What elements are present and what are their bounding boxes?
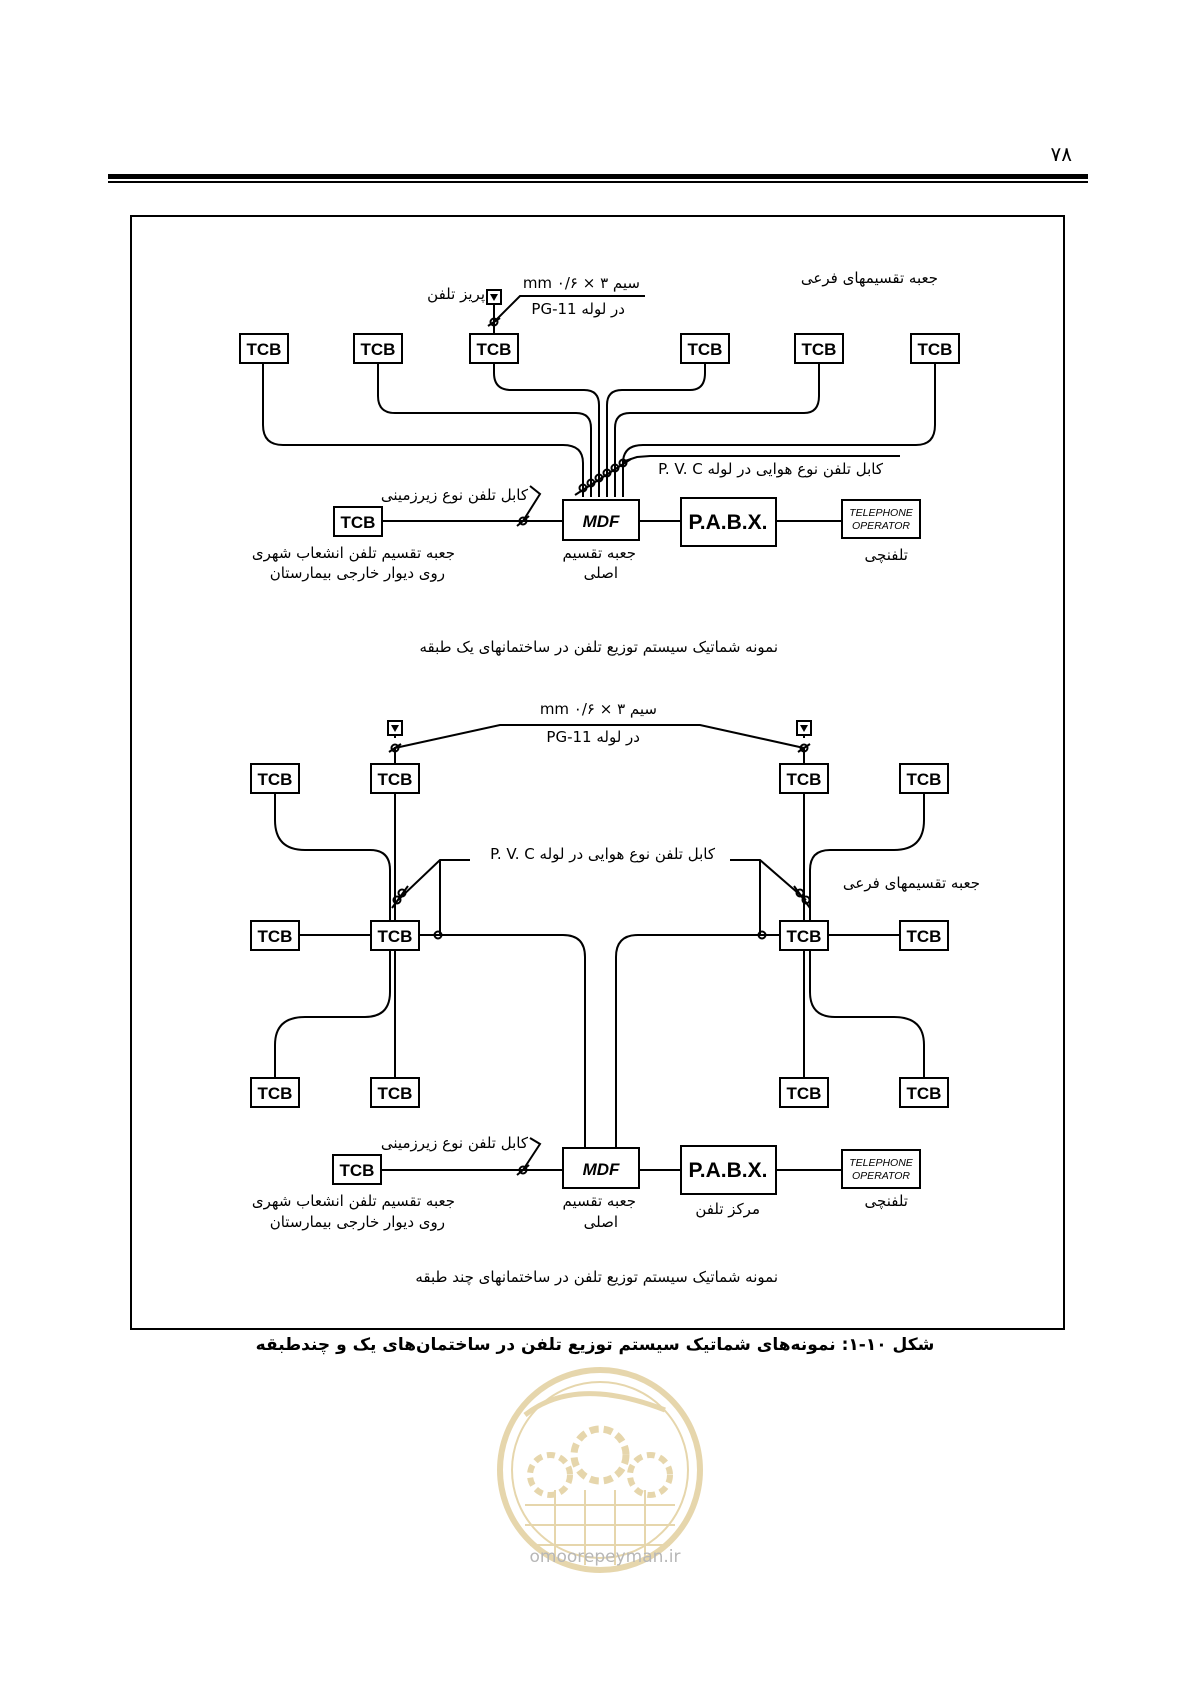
- page-number: ۷۸: [1050, 142, 1072, 166]
- svg-text:TCB: TCB: [786, 770, 822, 789]
- tcb-box-b-r6: [900, 1078, 948, 1107]
- svg-text:TCB: TCB: [906, 770, 942, 789]
- underground-cable-label-top: کابل تلفن نوع زیرزمینی: [380, 486, 528, 504]
- pipe-spec-label-bottom: در لوله PG-11: [546, 728, 640, 746]
- svg-text:TCB: TCB: [917, 340, 953, 359]
- svg-text:P.A.B.X.: P.A.B.X.: [688, 511, 768, 534]
- tcb-box-top-3: [470, 334, 518, 363]
- svg-text:MDF: MDF: [582, 512, 620, 531]
- tcb-box-top-6: [911, 334, 959, 363]
- pabx-box-bottom: [681, 1146, 776, 1194]
- svg-text:TELEPHONE: TELEPHONE: [849, 507, 913, 519]
- svg-text:TCB: TCB: [801, 340, 837, 359]
- socket-label-top: پریز تلفن: [427, 285, 485, 303]
- tcb-box-top-4: [681, 334, 729, 363]
- svg-text:P.A.B.X.: P.A.B.X.: [688, 1159, 768, 1182]
- tcb-box-b-r1: [780, 764, 828, 793]
- aerial-cable-label-top: کابل تلفن نوع هوایی در لوله P. V. C: [658, 460, 883, 478]
- main-box-label-top-1: جعبه تقسیم: [562, 544, 636, 562]
- tcb-box-b-r2: [900, 764, 948, 793]
- sub-box-label-top: جعبه تقسیمهای فرعی: [800, 269, 938, 287]
- main-box-label-bottom-2: اصلی: [583, 1213, 618, 1231]
- svg-text:TCB: TCB: [786, 927, 822, 946]
- svg-text:OPERATOR: OPERATOR: [852, 520, 910, 532]
- tcb-box-b-r4: [900, 921, 948, 950]
- tcb-box-b-l4: [371, 921, 419, 950]
- mdf-box-top: [563, 500, 639, 540]
- svg-text:TCB: TCB: [339, 1161, 375, 1180]
- tcb-box-b-l6: [371, 1078, 419, 1107]
- svg-text:TCB: TCB: [257, 927, 293, 946]
- cable-to-tcb-1: [263, 363, 583, 497]
- tcb-box-top-1: [240, 334, 288, 363]
- svg-text:TCB: TCB: [377, 770, 413, 789]
- socket-icon-left: [388, 721, 402, 735]
- main-box-label-top-2: اصلی: [583, 564, 618, 582]
- tcb-box-b-r5: [780, 1078, 828, 1107]
- city-box-label-bottom-2: روی دیوار خارجی بیمارستان: [269, 1213, 445, 1231]
- svg-text:TCB: TCB: [906, 1084, 942, 1103]
- tcb-box-b-l5: [251, 1078, 299, 1107]
- socket-icon-top: [487, 290, 501, 304]
- wire-spec-label-top: سیم mm ۰/۶ × ۳: [522, 274, 640, 292]
- svg-text:OPERATOR: OPERATOR: [852, 1170, 910, 1182]
- svg-text:TCB: TCB: [687, 340, 723, 359]
- aerial-leader-left: [398, 860, 470, 900]
- branch-left-lower: [275, 951, 390, 1077]
- svg-text:TCB: TCB: [257, 1084, 293, 1103]
- mdf-box-bottom: [563, 1148, 639, 1188]
- svg-text:TELEPHONE: TELEPHONE: [849, 1157, 913, 1169]
- wire-spec-label-bottom: سیم mm ۰/۶ × ۳: [539, 700, 657, 718]
- feeder-left: [419, 935, 585, 1147]
- svg-text:TCB: TCB: [340, 513, 376, 532]
- city-box-label-top-2: روی دیوار خارجی بیمارستان: [269, 564, 445, 582]
- single-floor-title: نمونه شماتیک سیستم توزیع تلفن در ساختمانهای یک طبقه: [419, 638, 778, 656]
- operator-box-top: [842, 500, 920, 538]
- tcb-box-top-2: [354, 334, 402, 363]
- svg-text:TCB: TCB: [906, 927, 942, 946]
- socket-icon-right: [797, 721, 811, 735]
- pipe-spec-label-top: در لوله PG-11: [531, 300, 625, 318]
- tcb-box-b-l1: [251, 764, 299, 793]
- figure-caption: شکل ۱۰-۱: نمونه‌های شماتیک سیستم توزیع تلفن در ساختمان‌های یک و چندطبقه: [255, 1335, 935, 1355]
- pabx-box-top: [681, 498, 776, 546]
- multi-floor-title: نمونه شماتیک سیستم توزیع تلفن در ساختمانهای چند طبقه: [415, 1268, 778, 1286]
- single-floor-diagram: [263, 296, 935, 526]
- operator-box-bottom: [842, 1150, 920, 1188]
- tcb-box-city-bottom: [333, 1155, 381, 1184]
- operator-label-bottom: تلفنچی: [864, 1192, 908, 1210]
- feeder-right: [616, 935, 780, 1147]
- sub-box-label-bottom: جعبه تقسیمهای فرعی: [842, 874, 980, 892]
- watermark-url: omoorepeyman.ir: [529, 1547, 681, 1567]
- svg-text:TCB: TCB: [246, 340, 282, 359]
- exchange-label-bottom: مرکز تلفن: [695, 1200, 760, 1218]
- operator-label-top: تلفنچی: [864, 546, 908, 564]
- tcb-box-b-l2: [371, 764, 419, 793]
- svg-text:TCB: TCB: [786, 1084, 822, 1103]
- svg-text:TCB: TCB: [360, 340, 396, 359]
- aerial-cable-label-bottom: کابل تلفن نوع هوایی در لوله P. V. C: [490, 845, 715, 863]
- tcb-box-b-l3: [251, 921, 299, 950]
- tcb-box-b-r3: [780, 921, 828, 950]
- branch-right-lower: [810, 951, 924, 1077]
- tcb-box-city-top: [334, 507, 382, 536]
- svg-text:TCB: TCB: [377, 1084, 413, 1103]
- tcb-box-top-5: [795, 334, 843, 363]
- cable-to-tcb-2: [378, 363, 591, 497]
- city-box-label-top-1: جعبه تقسیم تلفن انشعاب شهری: [251, 544, 455, 562]
- aerial-leader-right: [730, 860, 806, 900]
- branch-right-upper: [810, 794, 924, 920]
- underground-cable-label-bottom: کابل تلفن نوع زیرزمینی: [380, 1134, 528, 1152]
- svg-text:MDF: MDF: [582, 1160, 620, 1179]
- svg-text:TCB: TCB: [257, 770, 293, 789]
- svg-text:TCB: TCB: [476, 340, 512, 359]
- main-box-label-bottom-1: جعبه تقسیم: [562, 1192, 636, 1210]
- city-box-label-bottom-1: جعبه تقسیم تلفن انشعاب شهری: [251, 1192, 455, 1210]
- branch-left-upper: [275, 794, 390, 920]
- svg-text:TCB: TCB: [377, 927, 413, 946]
